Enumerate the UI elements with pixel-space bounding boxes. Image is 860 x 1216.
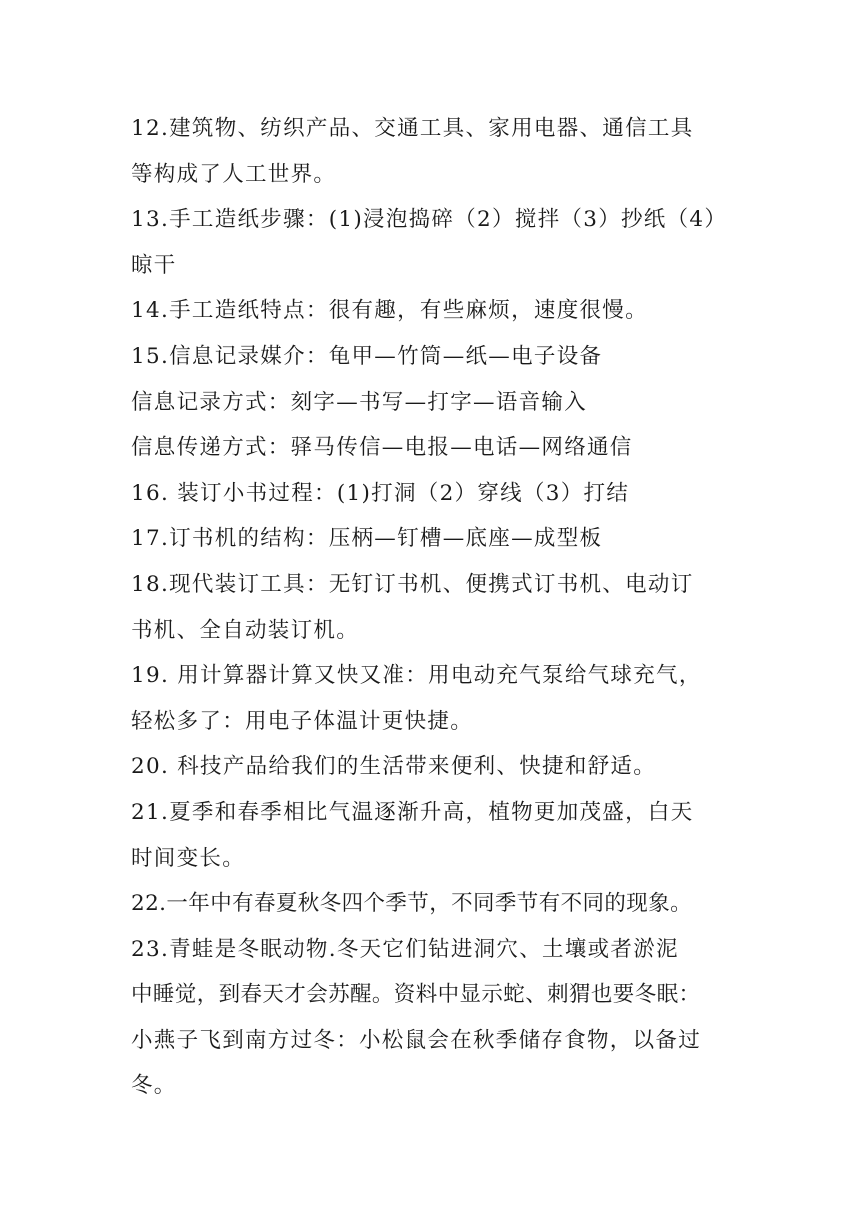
- text-line: 13.手工造纸步骤：(1)浸泡捣碎（2）搅拌（3）抄纸（4）: [131, 207, 728, 233]
- document-body: [131, 106, 731, 1109]
- text-line: 18.现代装订工具：无钉订书机、便携式订书机、电动订: [131, 571, 694, 597]
- text-line: 16. 装订小书过程：(1)打洞（2）穿线（3）打结: [131, 480, 630, 506]
- text-line: 22.一年中有春夏秋冬四个季节，不同季节有不同的现象。: [131, 891, 692, 917]
- text-line: 时间变长。: [131, 845, 246, 871]
- text-line: 19. 用计算器计算又快又准：用电动充气泵给气球充气，: [131, 663, 702, 689]
- text-line: 晾干: [131, 252, 177, 278]
- text-line: 20. 科技产品给我们的生活带来便利、快捷和舒适。: [131, 754, 657, 780]
- text-line: 信息传递方式：驿马传信—电报—电话—网络通信: [131, 435, 633, 461]
- text-line: 冬。: [131, 1073, 177, 1099]
- text-line: 21.夏季和春季相比气温逐渐升高，植物更加茂盛，白天: [131, 799, 694, 825]
- text-line: 信息记录方式：刻字—书写—打字—语音输入: [131, 389, 588, 415]
- text-line: 等构成了人工世界。: [131, 161, 337, 187]
- text-line: 轻松多了：用电子体温计更快捷。: [131, 708, 474, 734]
- text-line: 中睡觉，到春天才会苏醒。资料中显示蛇、刺猬也要冬眠：: [131, 982, 701, 1008]
- text-line: 14.手工造纸特点：很有趣，有些麻烦，速度很慢。: [131, 298, 648, 324]
- text-line: 23.青蛙是冬眠动物.冬天它们钻进洞穴、土壤或者淤泥: [131, 936, 679, 962]
- text-line: 小燕子飞到南方过冬：小松鼠会在秋季储存食物，以备过: [131, 1027, 702, 1053]
- text-line: 17.订书机的结构：压柄—钉槽—底座—成型板: [131, 526, 603, 552]
- text-line: 书机、全自动装订机。: [131, 617, 360, 643]
- text-line: 15.信息记录媒介：龟甲—竹筒—纸—电子设备: [131, 343, 603, 369]
- text-line: 12.建筑物、纺织产品、交通工具、家用电器、通信工具: [131, 116, 694, 141]
